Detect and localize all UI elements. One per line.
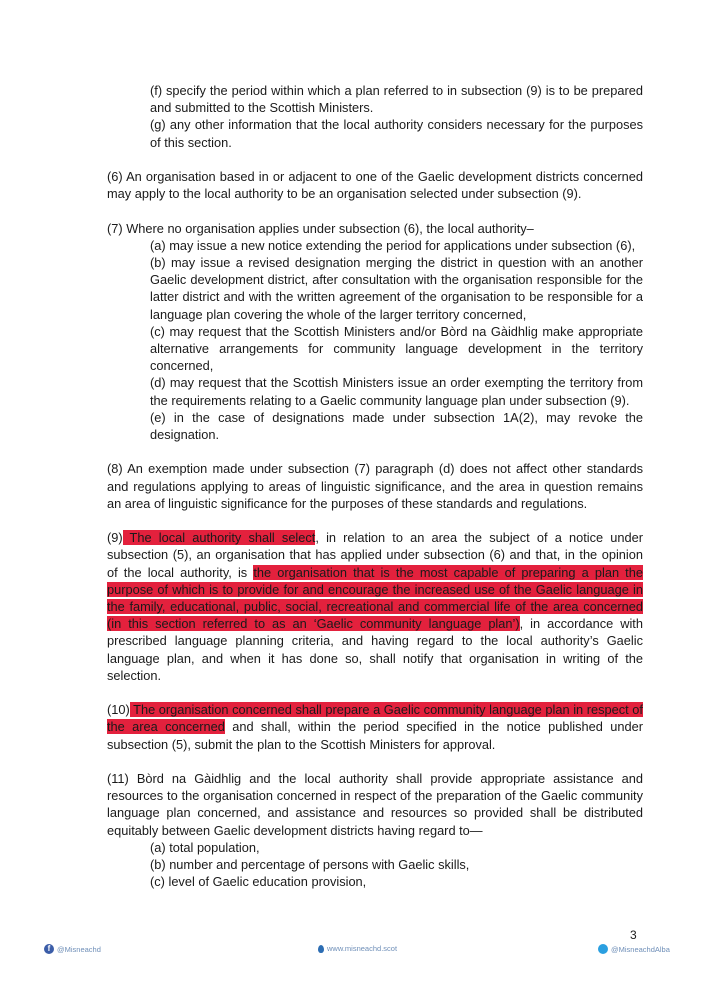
footer-twitter-handle: @MisneachdAlba xyxy=(611,944,670,954)
paragraph-7d: (d) may request that the Scottish Ministers issue an order exempting the territory from the requirements relating to a Gaelic community language plan under subsection (9). xyxy=(150,375,643,408)
paragraph-10-number: (10) xyxy=(107,702,130,718)
highlight-9-select: The local authority shall select xyxy=(122,530,316,546)
facebook-icon: f xyxy=(44,944,54,954)
paragraph-7a: (a) may issue a new notice extending the period for applications under subsection (6), xyxy=(150,237,636,253)
paragraph-11a: (a) total population, xyxy=(150,839,260,855)
paragraph-5g: (g) any other information that the local authority considers necessary for the purposes of this section. xyxy=(150,117,643,150)
paragraph-9-middle: , in relation to an area the subject of a notice under subsection (5), an organisation that has applied under subsection (6) and that, in the opinion of the local authority, is xyxy=(107,530,643,580)
paragraph-6: (6) An organisation based in or adjacent to one of the Gaelic development districts concerned may apply to the local authority to be an organisation selected under subsection (9). xyxy=(107,169,643,202)
document-body xyxy=(107,82,643,890)
twitter-icon xyxy=(598,944,608,954)
paragraph-10 xyxy=(107,701,643,753)
footer-website[interactable] xyxy=(318,944,397,953)
highlight-9-organisation: the organisation that is the most capable of preparing a plan the purpose of which is to provide for and encourage the increased use of the Gaelic language in the family, educational, public, social, recreational and commercial life of the area concerned (in this section referred to as an ‘Gaelic community language plan’) xyxy=(107,564,643,632)
paragraph-9-end: , in accordance with prescribed language planning criteria, and having regard to the local authority’s Gaelic language plan, and when it has done so, shall notify that organisation in writing of the selection. xyxy=(107,616,643,683)
paragraph-5f: (f) specify the period within which a plan referred to in subsection (9) is to be prepared and submitted to the Scottish Ministers. xyxy=(150,83,643,116)
footer-twitter[interactable] xyxy=(598,944,670,954)
highlight-10-prepare: The organisation concerned shall prepare a Gaelic community language plan in respect of the area concerned xyxy=(107,702,643,735)
paragraph-9-number: (9) xyxy=(107,530,123,546)
paragraph-7c: (c) may request that the Scottish Ministers and/or Bòrd na Gàidhlig make appropriate alternative arrangements for community language development in the territory concerned, xyxy=(150,323,643,374)
droplet-logo-icon xyxy=(318,945,324,953)
paragraph-11b: (b) number and percentage of persons with Gaelic skills, xyxy=(150,857,470,873)
paragraph-7-intro: (7) Where no organisation applies under subsection (6), the local authority– xyxy=(107,220,534,236)
page-number: 3 xyxy=(630,928,637,942)
paragraph-11c: (c) level of Gaelic education provision, xyxy=(150,874,367,890)
paragraph-10-end: and shall, within the period specified in the notice published under subsection (5), submit the plan to the Scottish Ministers for approval. xyxy=(107,719,643,752)
paragraph-7e: (e) in the case of designations made under subsection 1A(2), may revoke the designation. xyxy=(150,409,643,443)
footer-facebook[interactable] xyxy=(44,944,101,954)
paragraph-8: (8) An exemption made under subsection (7) paragraph (d) does not affect other standards and regulations applying to areas of linguistic significance, and the area in question remains an area of linguistic significance for the purposes of these standards and regulations. xyxy=(107,461,643,511)
paragraph-11: (11) Bòrd na Gàidhlig and the local authority shall provide appropriate assistance and resources to the organisation concerned in respect of the preparation of the Gaelic community language plan concerned, and assistance and resources so provided shall be distributed equitably between Gaelic development districts having regard to— xyxy=(107,771,643,838)
paragraph-9 xyxy=(107,529,643,684)
footer xyxy=(0,944,707,962)
footer-facebook-handle: @Misneachd xyxy=(57,944,101,954)
paragraph-7b: (b) may issue a revised designation merging the district in question with an another Gaelic development district, after consultation with the organisation responsible for the latter district and with the written agreement of the organisation to be responsible for a language plan covering the whole of the larger territory concerned, xyxy=(150,255,643,322)
footer-website-url: www.misneachd.scot xyxy=(327,944,398,953)
